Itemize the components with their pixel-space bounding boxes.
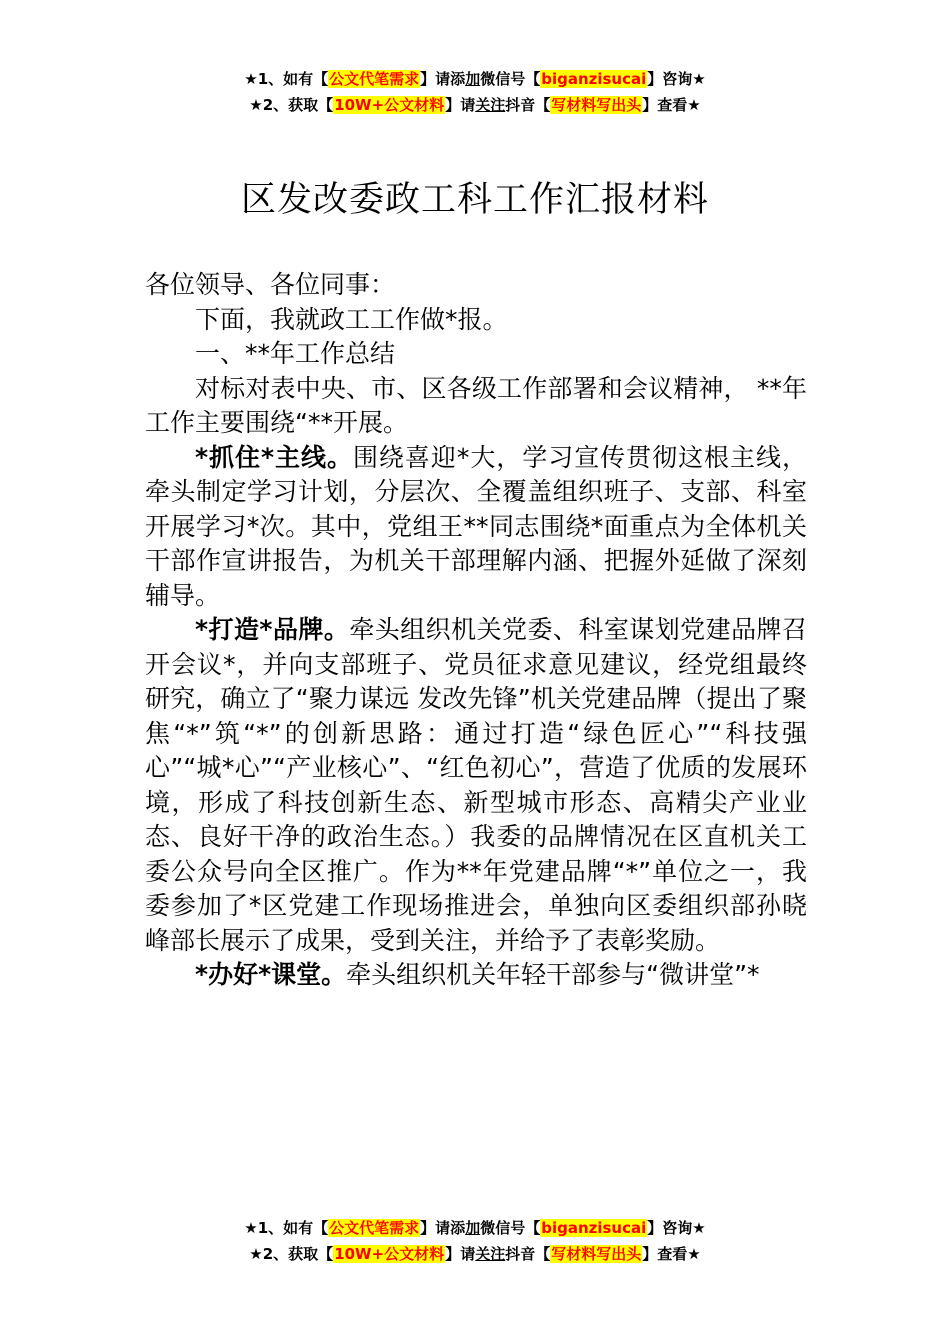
banner-text: ★1、如有【 (244, 70, 329, 88)
banner-text: ★2、获取【 (249, 1245, 334, 1263)
header-banner (0, 66, 950, 118)
banner-underline: 关注 (475, 96, 506, 114)
banner-text: 】查看★ (642, 96, 701, 114)
banner-text: ★2、获取【 (249, 96, 334, 114)
item-lead: *打造*品牌。 (195, 615, 350, 644)
banner-underline: 加 (465, 1219, 481, 1237)
item-text: 牵头组织机关党委、科室谋划党建品牌召开会议*，并向支部班子、党员征求意见建议，经党组最终研究，确立了“聚力谋远 发改先锋”机关党建品牌（提出了聚焦“*”筑“*”的创新思路：通过打造“绿色匠心”“科技强心”“城*心”“产业核心”、“红色初心”，营造了优质的发展环境，形成了科技创新生态、新型城市形态、高精尖产业业态、良好干净的政治生态。）我委的品牌情况在区直机关工委公众号向全区推广。作为**年党建品牌“*”单位之一，我委参加了*区党建工作现场推进会，单独向区委组织部孙晓峰部长展示了成果，受到关注，并给予了表彰奖励。 (145, 615, 807, 955)
document-title: 区发改委政工科工作汇报材料 (240, 180, 709, 220)
banner-line-2 (0, 92, 950, 118)
summary-paragraph: 对标对表中央、市、区各级工作部署和会议精神， **年工作主要围绕“**开展。 (145, 373, 807, 437)
banner-text: 微信号【 (480, 1219, 541, 1237)
item-paragraph-1 (145, 441, 807, 614)
banner-highlight: 10W+公文材料 (334, 1245, 445, 1263)
banner-line-1 (0, 1215, 950, 1241)
banner-highlight: biganzisucai (541, 70, 647, 88)
banner-line-1 (0, 66, 950, 92)
banner-highlight: 公文代笔需求 (329, 1219, 420, 1237)
banner-underline: 加 (465, 70, 481, 88)
banner-text: 微信号【 (480, 70, 541, 88)
footer-banner (0, 1215, 950, 1267)
banner-text: 】请添 (420, 70, 466, 88)
document-body (145, 268, 807, 993)
item-lead: *办好*课堂。 (195, 960, 347, 989)
item-paragraph-2 (145, 613, 807, 958)
banner-highlight: 10W+公文材料 (334, 96, 445, 114)
item-text: 围绕喜迎*大，学习宣传贯彻这根主线，牵头制定学习计划，分层次、全覆盖组织班子、支部、科室开展学习*次。其中，党组王**同志围绕*面重点为全体机关干部作宣讲报告，为机关干部理解内涵、把握外延做了深刻辅导。 (145, 442, 807, 610)
banner-line-2 (0, 1241, 950, 1267)
banner-highlight: biganzisucai (541, 1219, 647, 1237)
banner-highlight: 写材料写出头 (551, 1245, 642, 1263)
banner-text: 抖音【 (505, 96, 551, 114)
banner-text: 】请 (445, 96, 476, 114)
banner-text: 】请 (445, 1245, 476, 1263)
banner-underline: 关注 (475, 1245, 506, 1263)
item-paragraph-3 (145, 958, 807, 993)
intro-paragraph: 下面，我就政工工作做*报。 (195, 304, 508, 334)
banner-text: ★1、如有【 (244, 1219, 329, 1237)
banner-highlight: 公文代笔需求 (329, 70, 420, 88)
section-heading: 一、**年工作总结 (195, 339, 396, 368)
banner-text: 】查看★ (642, 1245, 701, 1263)
banner-highlight: 写材料写出头 (551, 96, 642, 114)
banner-text: 】咨询★ (647, 1219, 706, 1237)
item-text: 牵头组织机关年轻干部参与“微讲堂”* (346, 960, 760, 989)
banner-text: 】咨询★ (647, 70, 706, 88)
item-lead: *抓住*主线。 (195, 442, 353, 472)
banner-text: 抖音【 (505, 1245, 551, 1263)
greeting: 各位领导、各位同事： (145, 270, 396, 299)
banner-text: 】请添 (420, 1219, 466, 1237)
